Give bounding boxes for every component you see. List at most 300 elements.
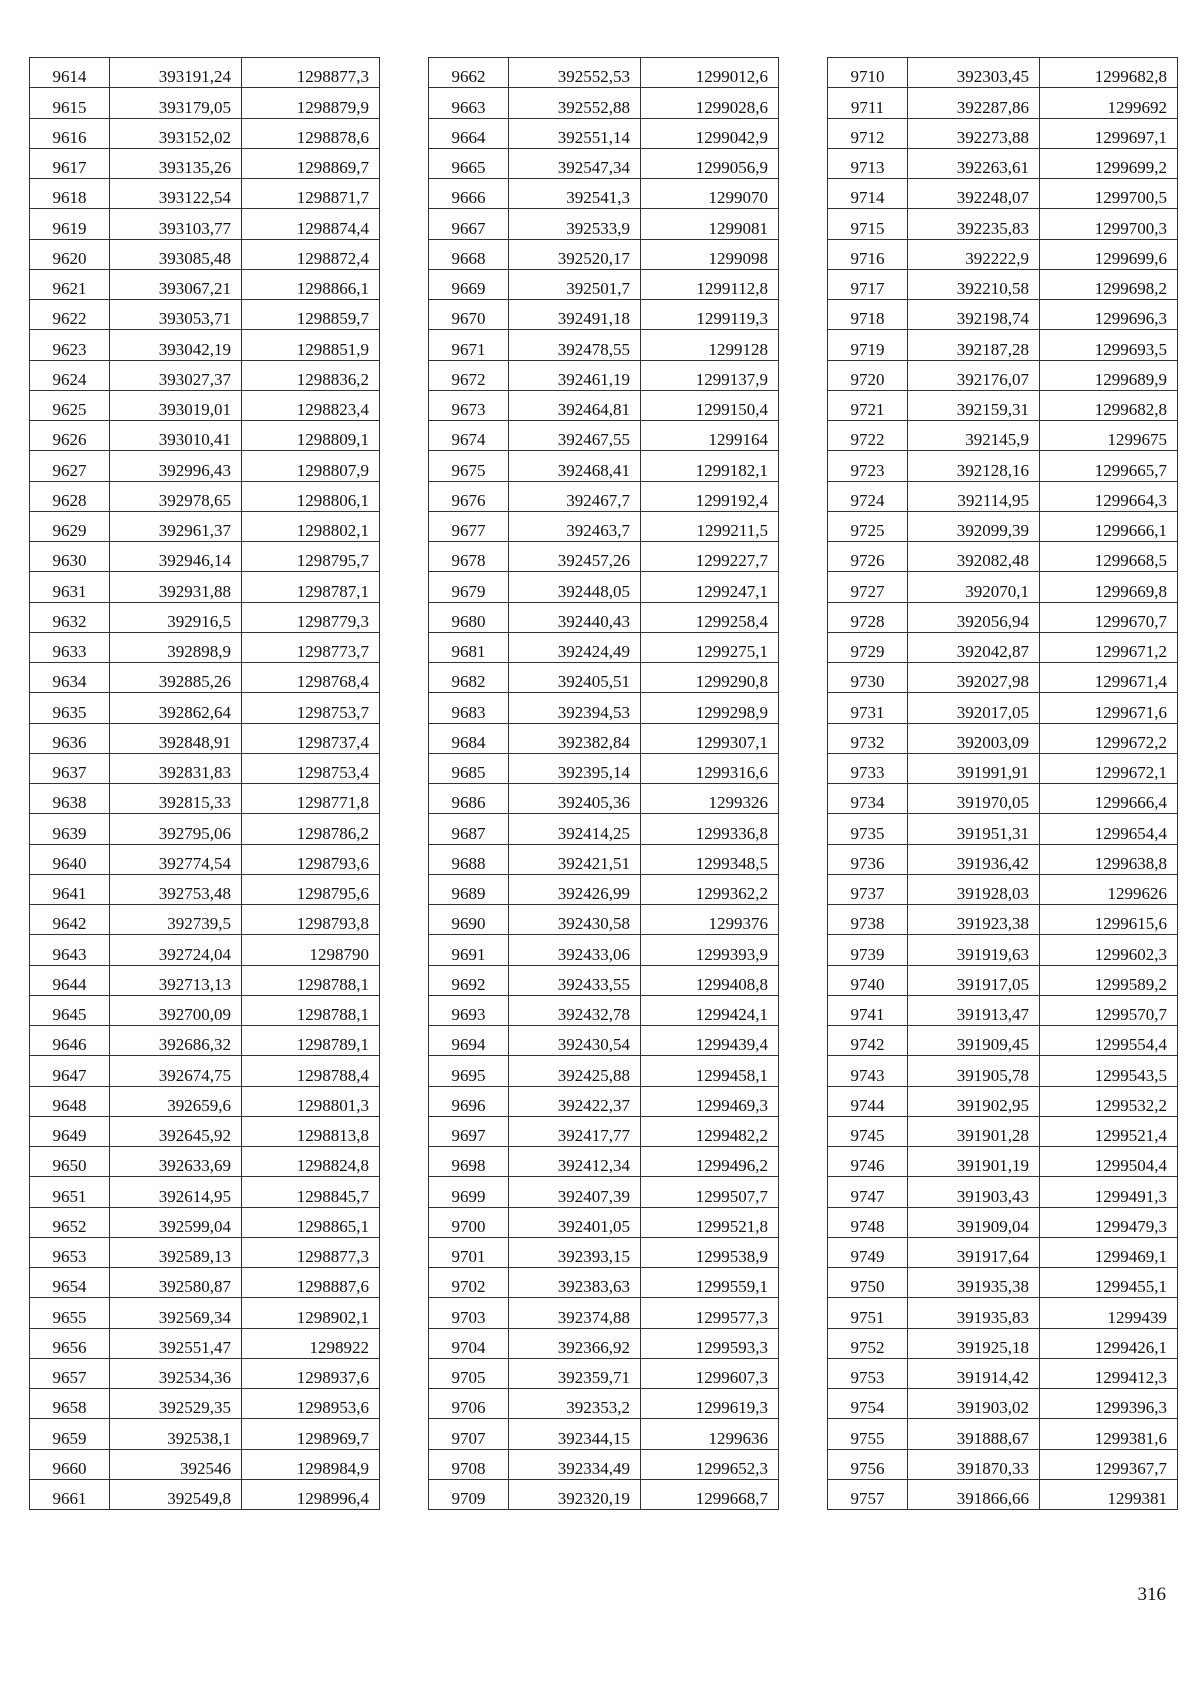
table-row — [30, 421, 380, 451]
x-coordinate-cell: 392222,9 — [908, 239, 1040, 269]
y-coordinate-cell: 1299700,3 — [1040, 209, 1178, 239]
y-coordinate-cell: 1299070 — [641, 179, 779, 209]
table-row — [30, 511, 380, 541]
table-row — [828, 1479, 1178, 1509]
x-coordinate-cell: 391917,64 — [908, 1237, 1040, 1267]
y-coordinate-cell: 1299336,8 — [641, 814, 779, 844]
page-number: 316 — [1137, 1584, 1166, 1605]
y-coordinate-cell: 1298793,8 — [242, 905, 380, 935]
table-row — [30, 1056, 380, 1086]
y-coordinate-cell: 1299666,1 — [1040, 511, 1178, 541]
y-coordinate-cell: 1299693,5 — [1040, 330, 1178, 360]
x-coordinate-cell: 392405,36 — [509, 784, 641, 814]
point-id-cell: 9711 — [828, 88, 908, 118]
y-coordinate-cell: 1299538,9 — [641, 1237, 779, 1267]
y-coordinate-cell: 1299507,7 — [641, 1177, 779, 1207]
y-coordinate-cell: 1298789,1 — [242, 1026, 380, 1056]
x-coordinate-cell: 391991,91 — [908, 753, 1040, 783]
table-row — [429, 209, 779, 239]
y-coordinate-cell: 1299700,5 — [1040, 179, 1178, 209]
y-coordinate-cell: 1299615,6 — [1040, 905, 1178, 935]
y-coordinate-cell: 1298887,6 — [242, 1268, 380, 1298]
table-row — [429, 511, 779, 541]
y-coordinate-cell: 1298807,9 — [242, 451, 380, 481]
point-id-cell: 9686 — [429, 784, 509, 814]
point-id-cell: 9666 — [429, 179, 509, 209]
y-coordinate-cell: 1299696,3 — [1040, 300, 1178, 330]
point-id-cell: 9624 — [30, 360, 110, 390]
table-row — [429, 1479, 779, 1509]
point-id-cell: 9649 — [30, 1116, 110, 1146]
table-row — [429, 995, 779, 1025]
y-coordinate-cell: 1299504,4 — [1040, 1147, 1178, 1177]
table-row — [429, 905, 779, 935]
table-row — [429, 935, 779, 965]
x-coordinate-cell: 392546 — [110, 1449, 242, 1479]
coordinate-table-1 — [29, 57, 380, 1510]
x-coordinate-cell: 391928,03 — [908, 874, 1040, 904]
x-coordinate-cell: 393042,19 — [110, 330, 242, 360]
y-coordinate-cell: 1299665,7 — [1040, 451, 1178, 481]
y-coordinate-cell: 1299577,3 — [641, 1298, 779, 1328]
x-coordinate-cell: 391903,02 — [908, 1389, 1040, 1419]
table-row — [429, 784, 779, 814]
point-id-cell: 9660 — [30, 1449, 110, 1479]
x-coordinate-cell: 392848,91 — [110, 723, 242, 753]
x-coordinate-cell: 392541,3 — [509, 179, 641, 209]
point-id-cell: 9677 — [429, 511, 509, 541]
y-coordinate-cell: 1299668,5 — [1040, 542, 1178, 572]
point-id-cell: 9683 — [429, 693, 509, 723]
point-id-cell: 9657 — [30, 1358, 110, 1388]
y-coordinate-cell: 1299652,3 — [641, 1449, 779, 1479]
point-id-cell: 9753 — [828, 1358, 908, 1388]
x-coordinate-cell: 393191,24 — [110, 58, 242, 88]
x-coordinate-cell: 392461,19 — [509, 360, 641, 390]
y-coordinate-cell: 1298866,1 — [242, 269, 380, 299]
point-id-cell: 9693 — [429, 995, 509, 1025]
x-coordinate-cell: 392885,26 — [110, 663, 242, 693]
point-id-cell: 9749 — [828, 1237, 908, 1267]
y-coordinate-cell: 1298788,1 — [242, 995, 380, 1025]
table-row — [828, 1358, 1178, 1388]
table-row — [429, 572, 779, 602]
x-coordinate-cell: 391909,45 — [908, 1026, 1040, 1056]
point-id-cell: 9724 — [828, 481, 908, 511]
x-coordinate-cell: 392382,84 — [509, 723, 641, 753]
point-id-cell: 9699 — [429, 1177, 509, 1207]
x-coordinate-cell: 392552,88 — [509, 88, 641, 118]
y-coordinate-cell: 1299521,4 — [1040, 1116, 1178, 1146]
table-row — [429, 239, 779, 269]
point-id-cell: 9665 — [429, 148, 509, 178]
x-coordinate-cell: 392551,47 — [110, 1328, 242, 1358]
x-coordinate-cell: 392210,58 — [908, 269, 1040, 299]
point-id-cell: 9632 — [30, 602, 110, 632]
x-coordinate-cell: 392501,7 — [509, 269, 641, 299]
x-coordinate-cell: 392042,87 — [908, 632, 1040, 662]
table-row — [30, 1147, 380, 1177]
x-coordinate-cell: 392674,75 — [110, 1056, 242, 1086]
table-row — [828, 814, 1178, 844]
table-row — [429, 390, 779, 420]
y-coordinate-cell: 1299164 — [641, 421, 779, 451]
point-id-cell: 9722 — [828, 421, 908, 451]
table-row — [30, 330, 380, 360]
table-row — [828, 451, 1178, 481]
point-id-cell: 9727 — [828, 572, 908, 602]
point-id-cell: 9730 — [828, 663, 908, 693]
y-coordinate-cell: 1299669,8 — [1040, 572, 1178, 602]
point-id-cell: 9684 — [429, 723, 509, 753]
point-id-cell: 9757 — [828, 1479, 908, 1509]
y-coordinate-cell: 1298788,1 — [242, 965, 380, 995]
x-coordinate-cell: 392422,37 — [509, 1086, 641, 1116]
table-row — [828, 935, 1178, 965]
table-row — [429, 1086, 779, 1116]
point-id-cell: 9743 — [828, 1056, 908, 1086]
y-coordinate-cell: 1299307,1 — [641, 723, 779, 753]
y-coordinate-cell: 1299570,7 — [1040, 995, 1178, 1025]
point-id-cell: 9745 — [828, 1116, 908, 1146]
y-coordinate-cell: 1299119,3 — [641, 300, 779, 330]
x-coordinate-cell: 392898,9 — [110, 632, 242, 662]
y-coordinate-cell: 1299482,2 — [641, 1116, 779, 1146]
point-id-cell: 9723 — [828, 451, 908, 481]
table-row — [828, 965, 1178, 995]
table-row — [828, 542, 1178, 572]
x-coordinate-cell: 393103,77 — [110, 209, 242, 239]
y-coordinate-cell: 1298872,4 — [242, 239, 380, 269]
x-coordinate-cell: 391935,83 — [908, 1298, 1040, 1328]
y-coordinate-cell: 1299396,3 — [1040, 1389, 1178, 1419]
x-coordinate-cell: 392645,92 — [110, 1116, 242, 1146]
table-row — [30, 148, 380, 178]
point-id-cell: 9639 — [30, 814, 110, 844]
x-coordinate-cell: 393067,21 — [110, 269, 242, 299]
table-row — [828, 1328, 1178, 1358]
x-coordinate-cell: 392831,83 — [110, 753, 242, 783]
x-coordinate-cell: 392401,05 — [509, 1207, 641, 1237]
y-coordinate-cell: 1298878,6 — [242, 118, 380, 148]
point-id-cell: 9691 — [429, 935, 509, 965]
y-coordinate-cell: 1298865,1 — [242, 1207, 380, 1237]
point-id-cell: 9690 — [429, 905, 509, 935]
x-coordinate-cell: 392478,55 — [509, 330, 641, 360]
table-row — [30, 1328, 380, 1358]
point-id-cell: 9719 — [828, 330, 908, 360]
point-id-cell: 9664 — [429, 118, 509, 148]
table-row — [828, 1086, 1178, 1116]
point-id-cell: 9634 — [30, 663, 110, 693]
y-coordinate-cell: 1298879,9 — [242, 88, 380, 118]
coordinate-table-body — [828, 58, 1178, 1510]
point-id-cell: 9638 — [30, 784, 110, 814]
x-coordinate-cell: 391923,38 — [908, 905, 1040, 935]
x-coordinate-cell: 392417,77 — [509, 1116, 641, 1146]
table-row — [30, 118, 380, 148]
table-row — [828, 874, 1178, 904]
y-coordinate-cell: 1299589,2 — [1040, 965, 1178, 995]
point-id-cell: 9645 — [30, 995, 110, 1025]
x-coordinate-cell: 392421,51 — [509, 844, 641, 874]
point-id-cell: 9644 — [30, 965, 110, 995]
y-coordinate-cell: 1299521,8 — [641, 1207, 779, 1237]
coordinate-table-2 — [428, 57, 779, 1510]
y-coordinate-cell: 1299439,4 — [641, 1026, 779, 1056]
y-coordinate-cell: 1298779,3 — [242, 602, 380, 632]
table-row — [828, 572, 1178, 602]
x-coordinate-cell: 391901,19 — [908, 1147, 1040, 1177]
y-coordinate-cell: 1298937,6 — [242, 1358, 380, 1388]
table-row — [828, 300, 1178, 330]
x-coordinate-cell: 392405,51 — [509, 663, 641, 693]
y-coordinate-cell: 1298809,1 — [242, 421, 380, 451]
point-id-cell: 9662 — [429, 58, 509, 88]
y-coordinate-cell: 1298773,7 — [242, 632, 380, 662]
x-coordinate-cell: 392017,05 — [908, 693, 1040, 723]
point-id-cell: 9737 — [828, 874, 908, 904]
x-coordinate-cell: 393053,71 — [110, 300, 242, 330]
coordinate-table-body — [30, 58, 380, 1510]
point-id-cell: 9620 — [30, 239, 110, 269]
point-id-cell: 9721 — [828, 390, 908, 420]
table-row — [30, 844, 380, 874]
y-coordinate-cell: 1299554,4 — [1040, 1026, 1178, 1056]
table-row — [30, 753, 380, 783]
point-id-cell: 9647 — [30, 1056, 110, 1086]
x-coordinate-cell: 392457,26 — [509, 542, 641, 572]
table-row — [429, 1116, 779, 1146]
y-coordinate-cell: 1299458,1 — [641, 1056, 779, 1086]
point-id-cell: 9680 — [429, 602, 509, 632]
table-row — [30, 663, 380, 693]
y-coordinate-cell: 1299028,6 — [641, 88, 779, 118]
table-row — [828, 148, 1178, 178]
x-coordinate-cell: 392263,61 — [908, 148, 1040, 178]
x-coordinate-cell: 393019,01 — [110, 390, 242, 420]
table-row — [429, 330, 779, 360]
point-id-cell: 9695 — [429, 1056, 509, 1086]
table-row — [429, 1147, 779, 1177]
y-coordinate-cell: 1298874,4 — [242, 209, 380, 239]
x-coordinate-cell: 392145,9 — [908, 421, 1040, 451]
table-row — [828, 269, 1178, 299]
table-row — [429, 421, 779, 451]
y-coordinate-cell: 1299424,1 — [641, 995, 779, 1025]
table-row — [828, 995, 1178, 1025]
point-id-cell: 9623 — [30, 330, 110, 360]
point-id-cell: 9728 — [828, 602, 908, 632]
x-coordinate-cell: 391970,05 — [908, 784, 1040, 814]
x-coordinate-cell: 391951,31 — [908, 814, 1040, 844]
x-coordinate-cell: 392412,34 — [509, 1147, 641, 1177]
point-id-cell: 9739 — [828, 935, 908, 965]
y-coordinate-cell: 1299532,2 — [1040, 1086, 1178, 1116]
table-row — [429, 1358, 779, 1388]
point-id-cell: 9656 — [30, 1328, 110, 1358]
point-id-cell: 9687 — [429, 814, 509, 844]
x-coordinate-cell: 392070,1 — [908, 572, 1040, 602]
x-coordinate-cell: 392432,78 — [509, 995, 641, 1025]
point-id-cell: 9667 — [429, 209, 509, 239]
point-id-cell: 9746 — [828, 1147, 908, 1177]
x-coordinate-cell: 392467,7 — [509, 481, 641, 511]
table-row — [30, 1026, 380, 1056]
x-coordinate-cell: 392713,13 — [110, 965, 242, 995]
point-id-cell: 9694 — [429, 1026, 509, 1056]
y-coordinate-cell: 1299672,2 — [1040, 723, 1178, 753]
table-row — [30, 723, 380, 753]
x-coordinate-cell: 392491,18 — [509, 300, 641, 330]
point-id-cell: 9650 — [30, 1147, 110, 1177]
y-coordinate-cell: 1299258,4 — [641, 602, 779, 632]
point-id-cell: 9712 — [828, 118, 908, 148]
x-coordinate-cell: 392159,31 — [908, 390, 1040, 420]
table-row — [30, 572, 380, 602]
y-coordinate-cell: 1299056,9 — [641, 148, 779, 178]
point-id-cell: 9716 — [828, 239, 908, 269]
y-coordinate-cell: 1299479,3 — [1040, 1207, 1178, 1237]
table-row — [828, 632, 1178, 662]
point-id-cell: 9729 — [828, 632, 908, 662]
y-coordinate-cell: 1299192,4 — [641, 481, 779, 511]
point-id-cell: 9646 — [30, 1026, 110, 1056]
x-coordinate-cell: 392424,49 — [509, 632, 641, 662]
table-row — [30, 269, 380, 299]
y-coordinate-cell: 1299469,3 — [641, 1086, 779, 1116]
x-coordinate-cell: 392383,63 — [509, 1268, 641, 1298]
point-id-cell: 9726 — [828, 542, 908, 572]
x-coordinate-cell: 392978,65 — [110, 481, 242, 511]
table-row — [828, 360, 1178, 390]
table-row — [828, 784, 1178, 814]
x-coordinate-cell: 391917,05 — [908, 965, 1040, 995]
y-coordinate-cell: 1299672,1 — [1040, 753, 1178, 783]
x-coordinate-cell: 392659,6 — [110, 1086, 242, 1116]
point-id-cell: 9710 — [828, 58, 908, 88]
x-coordinate-cell: 391919,63 — [908, 935, 1040, 965]
x-coordinate-cell: 392426,99 — [509, 874, 641, 904]
point-id-cell: 9674 — [429, 421, 509, 451]
table-row — [30, 995, 380, 1025]
table-row — [828, 421, 1178, 451]
point-id-cell: 9685 — [429, 753, 509, 783]
y-coordinate-cell: 1298795,7 — [242, 542, 380, 572]
y-coordinate-cell: 1299012,6 — [641, 58, 779, 88]
table-row — [30, 602, 380, 632]
y-coordinate-cell: 1299112,8 — [641, 269, 779, 299]
x-coordinate-cell: 391936,42 — [908, 844, 1040, 874]
x-coordinate-cell: 392027,98 — [908, 663, 1040, 693]
y-coordinate-cell: 1299638,8 — [1040, 844, 1178, 874]
y-coordinate-cell: 1299290,8 — [641, 663, 779, 693]
y-coordinate-cell: 1298787,1 — [242, 572, 380, 602]
x-coordinate-cell: 392198,74 — [908, 300, 1040, 330]
x-coordinate-cell: 392359,71 — [509, 1358, 641, 1388]
y-coordinate-cell: 1298788,4 — [242, 1056, 380, 1086]
x-coordinate-cell: 391903,43 — [908, 1177, 1040, 1207]
point-id-cell: 9740 — [828, 965, 908, 995]
table-row — [429, 148, 779, 178]
table-row — [429, 481, 779, 511]
x-coordinate-cell: 392320,19 — [509, 1479, 641, 1509]
point-id-cell: 9736 — [828, 844, 908, 874]
x-coordinate-cell: 391901,28 — [908, 1116, 1040, 1146]
x-coordinate-cell: 392440,43 — [509, 602, 641, 632]
y-coordinate-cell: 1298969,7 — [242, 1419, 380, 1449]
point-id-cell: 9658 — [30, 1389, 110, 1419]
x-coordinate-cell: 392414,25 — [509, 814, 641, 844]
table-row — [30, 874, 380, 904]
table-row — [429, 723, 779, 753]
x-coordinate-cell: 392774,54 — [110, 844, 242, 874]
point-id-cell: 9675 — [429, 451, 509, 481]
x-coordinate-cell: 392176,07 — [908, 360, 1040, 390]
y-coordinate-cell: 1299211,5 — [641, 511, 779, 541]
y-coordinate-cell: 1299602,3 — [1040, 935, 1178, 965]
x-coordinate-cell: 392589,13 — [110, 1237, 242, 1267]
x-coordinate-cell: 392407,39 — [509, 1177, 641, 1207]
table-row — [828, 179, 1178, 209]
point-id-cell: 9654 — [30, 1268, 110, 1298]
y-coordinate-cell: 1299636 — [641, 1419, 779, 1449]
x-coordinate-cell: 393135,26 — [110, 148, 242, 178]
table-row — [30, 1389, 380, 1419]
table-row — [828, 1026, 1178, 1056]
table-row — [828, 390, 1178, 420]
y-coordinate-cell: 1298902,1 — [242, 1298, 380, 1328]
table-row — [828, 1147, 1178, 1177]
y-coordinate-cell: 1299362,2 — [641, 874, 779, 904]
y-coordinate-cell: 1298824,8 — [242, 1147, 380, 1177]
x-coordinate-cell: 392099,39 — [908, 511, 1040, 541]
point-id-cell: 9702 — [429, 1268, 509, 1298]
y-coordinate-cell: 1298859,7 — [242, 300, 380, 330]
y-coordinate-cell: 1299298,9 — [641, 693, 779, 723]
y-coordinate-cell: 1298737,4 — [242, 723, 380, 753]
point-id-cell: 9621 — [30, 269, 110, 299]
y-coordinate-cell: 1298802,1 — [242, 511, 380, 541]
x-coordinate-cell: 392916,5 — [110, 602, 242, 632]
y-coordinate-cell: 1299381,6 — [1040, 1419, 1178, 1449]
x-coordinate-cell: 392448,05 — [509, 572, 641, 602]
point-id-cell: 9626 — [30, 421, 110, 451]
table-row — [30, 814, 380, 844]
x-coordinate-cell: 392534,36 — [110, 1358, 242, 1388]
y-coordinate-cell: 1299367,7 — [1040, 1449, 1178, 1479]
table-row — [429, 1298, 779, 1328]
point-id-cell: 9709 — [429, 1479, 509, 1509]
table-row — [30, 360, 380, 390]
point-id-cell: 9741 — [828, 995, 908, 1025]
table-row — [30, 1237, 380, 1267]
point-id-cell: 9738 — [828, 905, 908, 935]
x-coordinate-cell: 392996,43 — [110, 451, 242, 481]
table-row — [429, 844, 779, 874]
x-coordinate-cell: 392273,88 — [908, 118, 1040, 148]
y-coordinate-cell: 1299698,2 — [1040, 269, 1178, 299]
y-coordinate-cell: 1299326 — [641, 784, 779, 814]
x-coordinate-cell: 392393,15 — [509, 1237, 641, 1267]
point-id-cell: 9725 — [828, 511, 908, 541]
table-row — [828, 481, 1178, 511]
x-coordinate-cell: 392795,06 — [110, 814, 242, 844]
table-row — [828, 1056, 1178, 1086]
y-coordinate-cell: 1298877,3 — [242, 1237, 380, 1267]
y-coordinate-cell: 1299626 — [1040, 874, 1178, 904]
x-coordinate-cell: 391866,66 — [908, 1479, 1040, 1509]
